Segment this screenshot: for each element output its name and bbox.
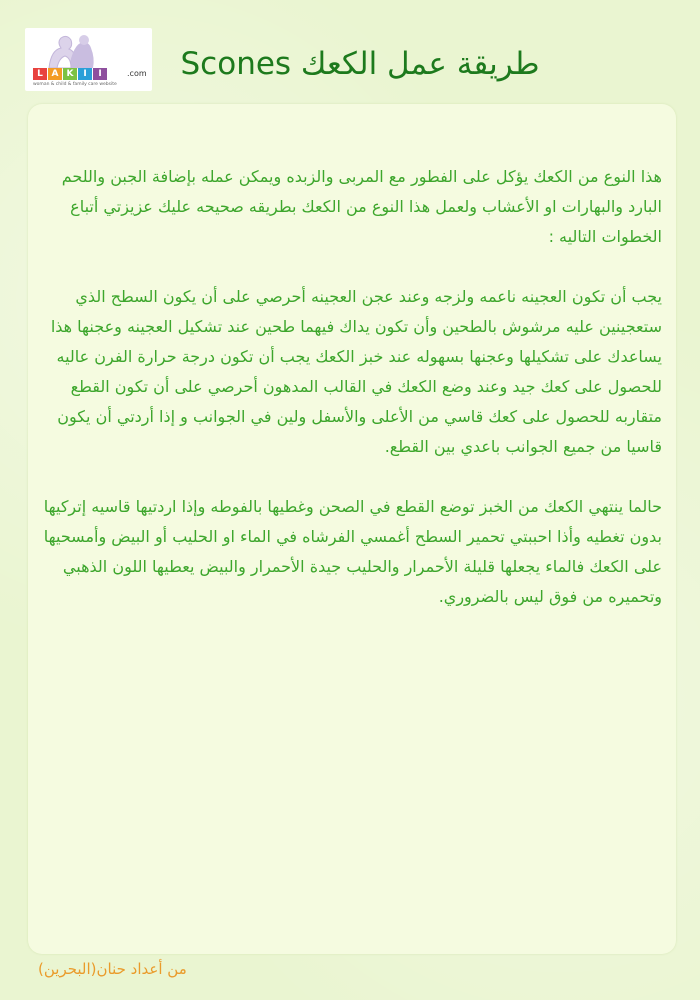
- logo-letters: [33, 68, 107, 80]
- article-body: [40, 162, 662, 642]
- logo-tagline: woman & child & family care website: [33, 82, 117, 87]
- article-paragraph: حالما ينتهي الكعك من الخبز توضع القطع في الصحن وغطيها بالفوطه وإذا اردتيها قاسيه إتركيها بدون تغطيه وأذا احببتي تحمير السطح أغمسي الفرشاه في الماء او الحليب أو البيض وأمسحيها على الكعك فالماء يجعلها قليلة الأحمرار والحليب جيدة الأحمرار والبيض يعطيها اللون الذهبي وتحميره من فوق ليس بالضروري.: [43, 497, 662, 606]
- logo-domain-suffix: .com: [127, 69, 147, 78]
- logo-letter: I: [93, 68, 107, 80]
- page-title: طريقة عمل الكعك Scones: [180, 46, 540, 82]
- lakii-logo[interactable]: [25, 28, 152, 91]
- author-credit: من أعداد حنان(البحرين): [38, 960, 187, 978]
- article-paragraph: يجب أن تكون العجينه ناعمه ولزجه وعند عجن العجينه أحرصي على أن يكون السطح الذي ستعجينين عليه مرشوش بالطحين وأن تكون يداك فيهما طحين عند تشكيل العجينه وعجنها هذا يساعدك على تشكيلها وعجنها بسهوله عند خبز الكعك يجب أن تكون درجة حرارة الفرن عاليه للحصول على كعك جيد وعند وضع الكعك في القالب المدهون أحرصي على أن تكون القطع متقاربه للحصول على كعك قاسي من الأعلى والأسفل ولين في الجوانب و إذا أردتي أن يكون قاسيا من جميع الجوانب باعدي بين القطع.: [50, 287, 662, 456]
- logo-letter: K: [63, 68, 77, 80]
- family-figures-icon: [43, 34, 103, 70]
- logo-letter: I: [78, 68, 92, 80]
- logo-letter: A: [48, 68, 62, 80]
- logo-letter: L: [33, 68, 47, 80]
- article-paragraph: هذا النوع من الكعك يؤكل على الفطور مع المربى والزبده ويمكن عمله بإضافة الجبن واللحم البارد والبهارات او الأعشاب ولعمل هذا النوع من الكعك بطريقه صحيحه عليك عزيزتي أتباع الخطوات التاليه :: [61, 167, 662, 246]
